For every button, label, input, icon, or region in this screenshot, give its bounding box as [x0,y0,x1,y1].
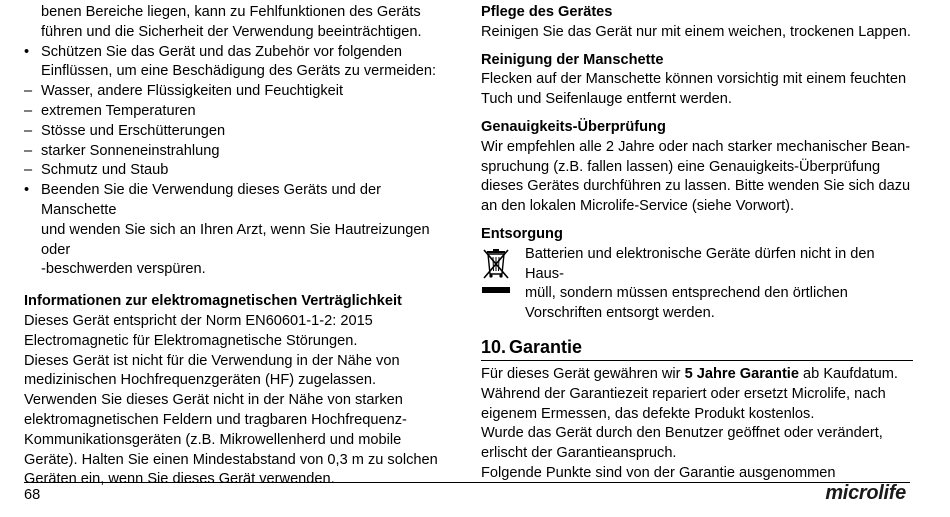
emc-line: Verwenden Sie dieses Gerät nicht in der Nähe von starken [24,392,403,409]
brand-logo: microlife [825,482,906,504]
dash-item: – Stösse und Erschütterungen [24,122,454,142]
cuff-text: Flecken auf der Manschette können vorsichtig mit einem feuchten [481,71,907,88]
warranty-line: Folgende Punkte sind von der Garantie ausgenommen [481,464,836,481]
disposal-block [481,245,913,324]
warranty-line: eigenem Ermessen, das defekte Produkt kostenlos. [481,405,815,422]
emc-line: Dieses Gerät ist nicht für die Verwendung in der Nähe von [24,352,400,369]
bullet-protect [24,43,454,83]
emc-line: Kommunikationsgeräten (z.B. Mikrowellenherd und mobile [24,431,402,448]
disposal-line: Vorschriften entsorgt werden. [525,305,715,322]
footer-divider [24,482,910,483]
crossed-out-bin-icon [481,247,511,297]
continued-line: benen Bereiche liegen, kann zu Fehlfunktionen des Geräts [41,4,421,20]
section-title-text: Garantie [509,336,583,357]
bullet-text: • Schützen Sie das Gerät und das Zubehör vor folgenden [41,43,403,60]
care-text: Reinigen Sie das Gerät nur mit einem weichen, trockenen Lappen. [481,23,911,40]
dash-item: – Wasser, andere Flüssigkeiten und Feuchtigkeit [24,82,454,102]
accuracy-line: Wir empfehlen alle 2 Jahre oder nach starker mechanischer Bean- [481,138,911,155]
bullet-stop-use [24,181,454,280]
warranty-text: ab Kaufdatum. [798,365,898,382]
emc-line: Geräten ein, wenn Sie dieses Gerät verwenden. [24,471,335,488]
disposal-heading: Entsorgung [481,225,563,242]
right-column [481,3,913,484]
page-number: 68 [24,487,41,503]
warranty-line: erlischt der Garantieanspruch. [481,445,677,462]
warranty-line [481,365,913,385]
disposal-line: Batterien und elektronische Geräte dürfen nicht in den Haus- [525,245,875,282]
accuracy-line: spruchung (z.B. fallen lassen) eine Genauigkeits-Überprüfung [481,158,881,175]
cuff-text: Tuch und Seifenlauge entfernt werden. [481,91,732,108]
cuff-heading: Reinigung der Manschette [481,51,664,68]
continued-line: führen und die Sicherheit der Verwendung beeinträchtigen. [41,23,422,40]
warranty-line: Wurde das Gerät durch den Benutzer geöffnet oder verändert, [481,425,883,442]
section-number: 10. [481,336,507,357]
accuracy-line: an den lokalen Microlife-Service (siehe Vorwort). [481,198,795,215]
emc-line: elektromagnetischen Feldern und tragbaren Hochfrequenz- [24,411,407,428]
warranty-text: Für dieses Gerät gewähren wir [481,365,685,382]
disposal-line: müll, sondern müssen entsprechend den örtlichen [525,285,848,302]
emc-line: Geräte). Halten Sie einen Mindestabstand von 0,3 m zu solchen [24,451,438,468]
emc-line: medizinischen Hochfrequenzgeräten (HF) zugelassen. [24,372,377,389]
left-column [24,3,454,490]
dash-item: – Schmutz und Staub [24,161,454,181]
dash-item: – starker Sonneneinstrahlung [24,142,454,162]
dash-item: – extremen Temperaturen [24,102,454,122]
bullet-text: • Beenden Sie die Verwendung dieses Geräts und der Manschette [41,182,381,218]
emc-line: Electromagnetic für Elektromagnetische Störungen. [24,332,358,349]
accuracy-line: dieses Gerätes durchführen zu lassen. Bitte wenden Sie sich dazu [481,178,911,195]
bullet-text: -beschwerden verspüren. [41,261,206,278]
warranty-line: Während der Garantiezeit repariert oder ersetzt Microlife, nach [481,385,886,402]
warranty-period: 5 Jahre Garantie [684,365,799,382]
emc-line: Dieses Gerät entspricht der Norm EN60601-1-2: 2015 [24,312,373,329]
accuracy-heading: Genauigkeits-Überprüfung [481,118,666,135]
care-heading: Pflege des Gerätes [481,4,613,20]
emc-heading: Informationen zur elektromagnetischen Verträglichkeit [24,293,402,310]
warranty-section-title [481,336,913,361]
bullet-text: Einflüssen, um eine Beschädigung des Geräts zu vermeiden: [41,63,437,80]
bullet-text: und wenden Sie sich an Ihren Arzt, wenn Sie Hautreizungen oder [41,221,430,258]
